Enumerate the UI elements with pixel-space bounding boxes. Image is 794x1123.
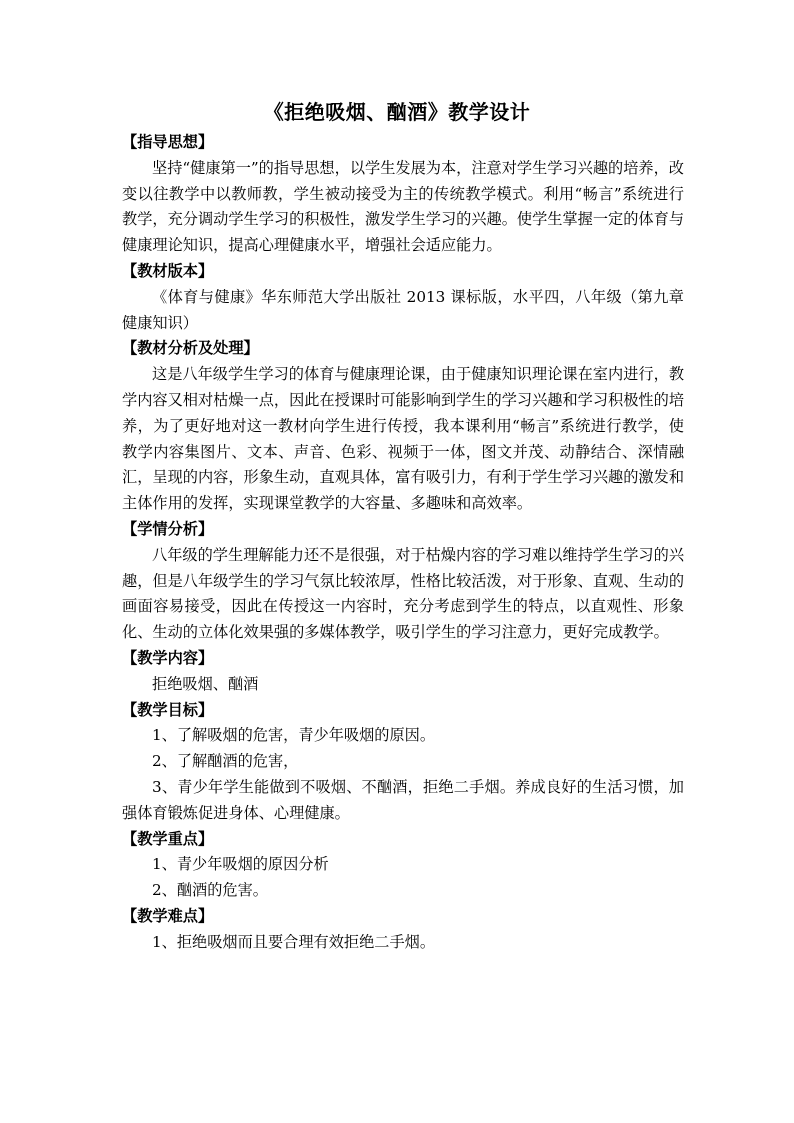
list-item-goal-3: 3、青少年学生能做到不吸烟、不酗酒，拒绝二手烟。养成良好的生活习惯，加强体育锻炼促进身体、心理健康。: [122, 777, 684, 822]
list-item-difficulty-1: 1、拒绝吸烟而且要合理有效拒绝二手烟。: [152, 932, 436, 951]
list-item-goal-1: 1、了解吸烟的危害，青少年吸烟的原因。: [152, 726, 436, 745]
paragraph-textbook-edition: 《体育与健康》华东师范大学出版社 2013 课标版，水平四，八年级（第九章健康知识）: [122, 287, 684, 332]
section-heading-student-analysis: 【学情分析】: [122, 519, 214, 538]
section-heading-key-points: 【教学重点】: [122, 829, 214, 848]
section-heading-teaching-goals: 【教学目标】: [122, 700, 214, 719]
document-title: 《拒绝吸烟、酗酒》教学设计: [263, 100, 531, 124]
section-heading-textbook-analysis: 【教材分析及处理】: [122, 339, 259, 358]
paragraph-textbook-analysis: 这是八年级学生学习的体育与健康理论课，由于健康知识理论课在室内进行，教学内容又相对枯燥一点，因此在授课时可能影响到学生的学习兴趣和学习积极性的培养，为了更好地对这一教材向学生进行传授，我本课利用“畅言”系统进行教学，使教学内容集图片、文本、声音、色彩、视频于一体，图文并茂、动静结合、深情融汇，呈现的内容，形象生动，直观具体，富有吸引力，有利于学生学习兴趣的激发和主体作用的发挥，实现课堂教学的大容量、多趣味和高效率。: [122, 365, 684, 513]
paragraph-student-analysis: 八年级的学生理解能力还不是很强，对于枯燥内容的学习难以维持学生学习的兴趣，但是八年级学生的学习气氛比较浓厚，性格比较活泼，对于形象、直观、生动的画面容易接受，因此在传授这一内容时，充分考虑到学生的特点，以直观性、形象化、生动的立体化效果强的多媒体教学，吸引学生的学习注意力，更好完成教学。: [122, 545, 684, 642]
document-body: [122, 130, 684, 956]
section-heading-difficulties: 【教学难点】: [122, 906, 214, 925]
paragraph-guiding-thought: 坚持“健康第一”的指导思想，以学生发展为本，注意对学生学习兴趣的培养，改变以往教学中以教师教，学生被动接受为主的传统教学模式。利用“畅言”系统进行教学，充分调动学生学习的积极性，激发学生学习的兴趣。使学生掌握一定的体育与健康理论知识，提高心理健康水平，增强社会适应能力。: [122, 158, 684, 255]
section-heading-teaching-content: 【教学内容】: [122, 648, 214, 667]
list-item-goal-2: 2、了解酗酒的危害，: [152, 752, 299, 771]
list-item-key-point-1: 1、青少年吸烟的原因分析: [152, 855, 329, 874]
list-item-teaching-content: 拒绝吸烟、酗酒: [152, 674, 259, 693]
section-heading-textbook-edition: 【教材版本】: [122, 261, 214, 280]
section-heading-guiding-thought: 【指导思想】: [122, 133, 214, 151]
list-item-key-point-2: 2、酗酒的危害。: [152, 881, 268, 900]
